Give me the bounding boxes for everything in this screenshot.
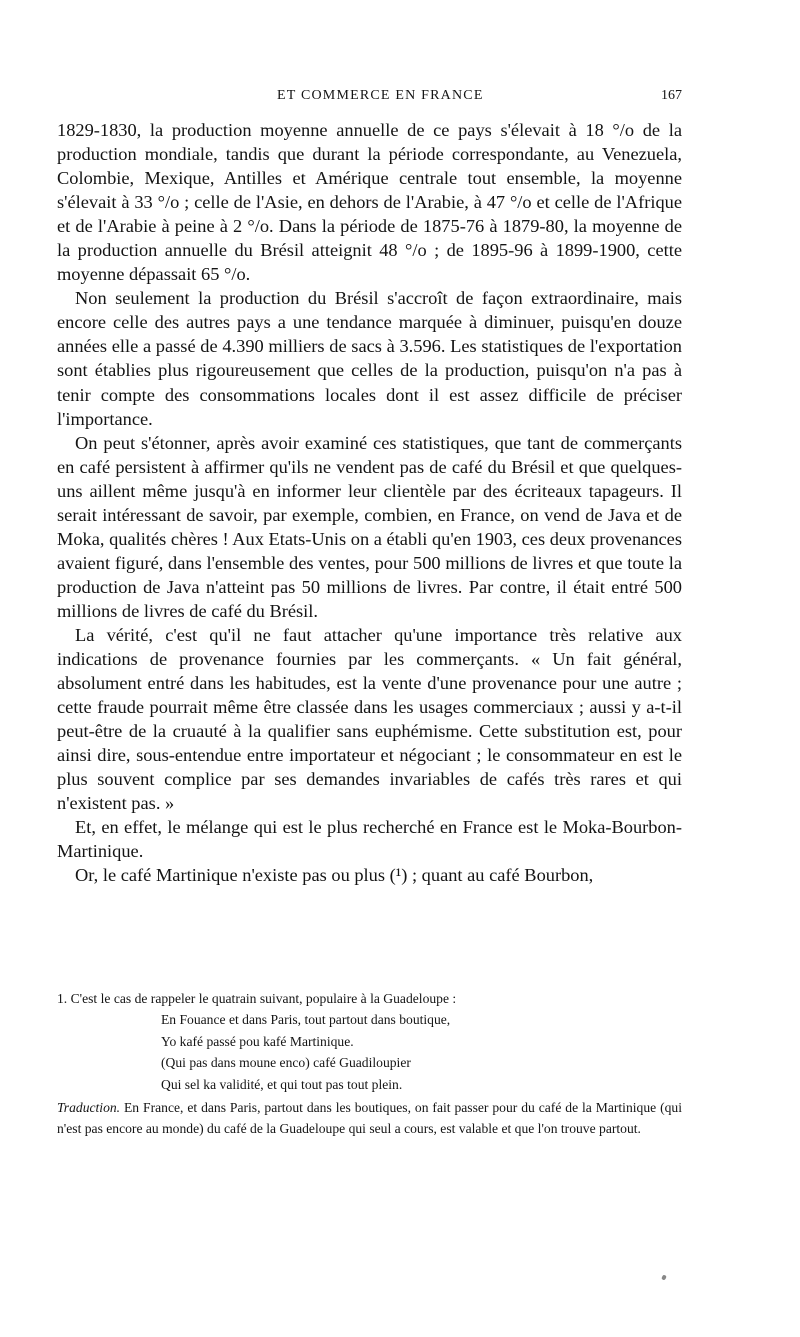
quatrain-line: En Fouance et dans Paris, tout partout dans boutique,: [161, 1012, 451, 1028]
page-number: 167: [661, 88, 682, 103]
paragraph-3: On peut s'étonner, après avoir examiné ces statistiques, que tant de commerçants en café persistent à affirmer qu'ils ne vendent pas de café du Brésil et que quelques-uns aillent même jusqu'à en informer leur clientèle par des écriteaux tapageurs. Il serait intéressant de savoir, par exemple, combien, en France, on vend de Java et de Moka, qualités chères ! Aux Etats-Unis on a établi qu'en 1903, ces deux provenances avaient figuré, dans l'ensemble des ventes, pour 500 millions de livres et que toute la production de Java n'atteint pas 50 millions de livres. Par contre, il était entré 500 millions de livres de café du Brésil.: [57, 432, 682, 621]
footnote-intro: 1. C'est le cas de rappeler le quatrain suivant, populaire à la Guadeloupe :: [57, 991, 457, 1006]
quatrain-line: (Qui pas dans moune enco) café Guadiloupier: [161, 1055, 411, 1071]
footnote-translation: [57, 1097, 682, 1140]
paragraph-4: La vérité, c'est qu'il ne faut attacher qu'une importance très relative aux indications de provenance fournies par les commerçants. « Un fait général, absolument entré dans les habitudes, est la vente d'une provenance pour une autre ; cette fraude pourrait même être classée dans les usages commerciaux ; aussi y a-t-il peut-être de la cruauté à la qualifier sans euphémisme. Cette substitution est, pour ainsi dire, sous-entendue entre importateur et négociant ; le consommateur en est le plus souvent complice par ses demandes invariables de cafés très rares et qui n'existent pas. »: [57, 624, 682, 814]
running-title: ET COMMERCE EN FRANCE: [277, 88, 484, 103]
paragraph-1: 1829-1830, la production moyenne annuelle de ce pays s'élevait à 18 °/o de la production mondiale, tandis que durant la période correspondante, au Venezuela, Colombie, Mexique, Antilles et Amérique centrale tout ensemble, la moyenne s'élevait à 33 °/o ; celle de l'Asie, en dehors de l'Arabie, à 47 °/o et celle de l'Afrique et de l'Arabie à peine à 2 °/o. Dans la période de 1875-76 à 1879-80, la moyenne de la production annuelle du Brésil atteignit 48 °/o ; de 1895-96 à 1899-1900, cette moyenne dépassait 65 °/o.: [57, 120, 682, 285]
quatrain-line: Qui sel ka validité, et qui tout pas tout plein.: [161, 1076, 403, 1092]
page-header: [57, 88, 682, 110]
paper-speck: [661, 1274, 667, 1280]
quatrain-line: Yo kafé passé pou kafé Martinique.: [161, 1033, 354, 1049]
footnote: [57, 988, 682, 1140]
translation-text: En France, et dans Paris, partout dans les boutiques, on fait passer pour du café de la Martinique (qui n'est pas encore au monde) du café de la Guadeloupe qui seul a cours, est valable et que l'on trouve partout.: [57, 1100, 682, 1137]
paragraph-6: Or, le café Martinique n'existe pas ou plus (¹) ; quant au café Bourbon,: [75, 865, 594, 886]
quatrain: [161, 1009, 682, 1095]
paragraph-2: Non seulement la production du Brésil s'accroît de façon extraordinaire, mais encore celle des autres pays a une tendance marquée à diminuer, puisqu'en douze années elle a passé de 4.390 milliers de sacs à 3.596. Les statistiques de l'exportation sont établies plus rigoureusement que celles de la production, puisqu'on n'a pas à tenir compte des consommations locales dont il est assez difficile de préciser l'importance.: [57, 288, 682, 429]
paragraph-5: Et, en effet, le mélange qui est le plus recherché en France est le Moka-Bourbon-Martinique.: [57, 817, 682, 862]
translation-label: Traduction.: [57, 1100, 121, 1116]
main-text: [57, 118, 682, 888]
